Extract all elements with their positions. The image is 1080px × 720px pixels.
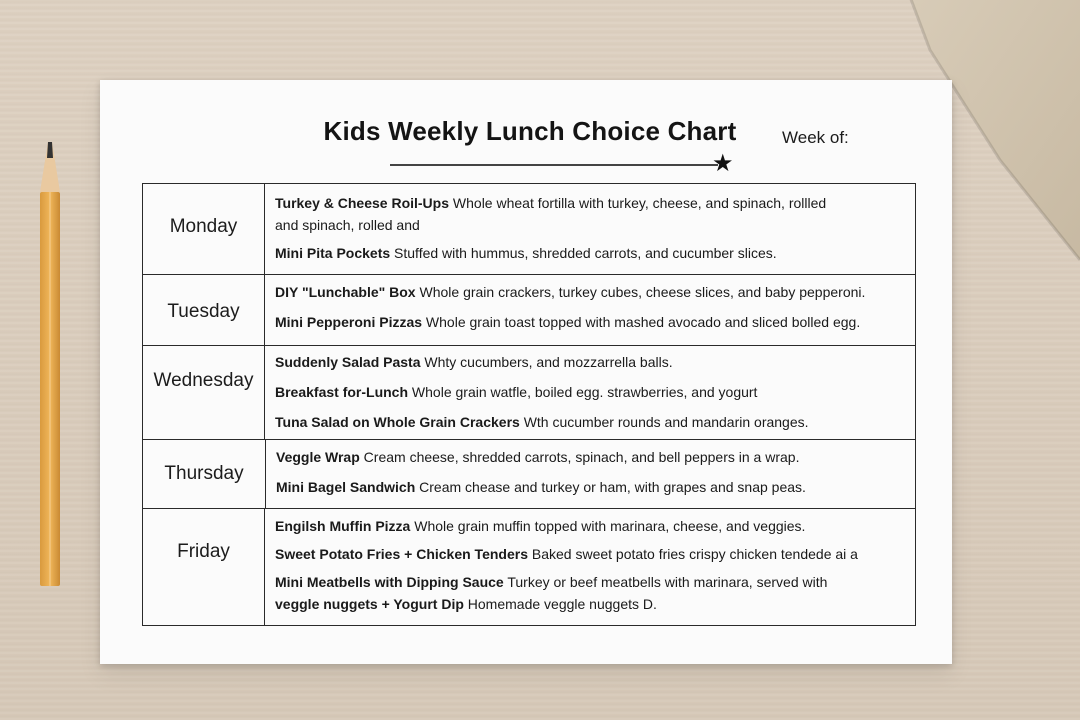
meal-item — [275, 351, 905, 373]
meal-item — [275, 192, 905, 236]
lunch-chart-sheet — [100, 80, 952, 664]
meal-item — [275, 381, 905, 403]
meal-item — [275, 543, 905, 565]
meal-description: Turkey or beef meatbells with marinara, served with — [507, 574, 828, 590]
title-underline — [390, 164, 718, 166]
meal-item — [275, 242, 905, 264]
meal-name: Engilsh Muffin Pizza — [275, 518, 411, 534]
day-label: Wednesday — [143, 346, 265, 439]
meal-name: DIY "Lunchable" Box — [275, 284, 416, 300]
page-title: Kids Weekly Lunch Choice Chart — [323, 116, 737, 146]
meal-name: Turkey & Cheese Roil-Ups — [275, 195, 450, 211]
meal-name: Mini Bagel Sandwich — [276, 479, 416, 495]
meal-description: Cream chease and turkey or ham, with grapes and snap peas. — [419, 479, 806, 495]
meal-item — [275, 281, 905, 303]
day-label: Monday — [143, 184, 265, 274]
pencil — [38, 142, 62, 588]
meal-description: Whole grain crackers, turkey cubes, cheese slices, and baby pepperoni. — [419, 284, 866, 300]
meal-description: Homemade veggle nuggets D. — [467, 596, 657, 612]
meal-item — [276, 476, 905, 498]
meal-name: Veggle Wrap — [276, 449, 360, 465]
table-row-wednesday — [143, 345, 915, 439]
meal-list — [265, 346, 915, 439]
meal-description: Whty cucumbers, and mozzarrella balls. — [424, 354, 673, 370]
meal-description: Whole grain watfle, boiled egg. strawberries, and yogurt — [411, 384, 758, 400]
meal-description: Baked sweet potato fries crispy chicken tendede ai a — [531, 546, 858, 562]
meal-name: Tuna Salad on Whole Grain Crackers — [275, 414, 520, 430]
meal-description: Stuffed with hummus, shredded carrots, and cucumber slices. — [394, 245, 777, 261]
meal-item — [276, 446, 905, 468]
meal-item — [275, 311, 905, 333]
meal-list — [265, 509, 915, 625]
table-row-friday — [143, 508, 915, 625]
meal-list — [266, 440, 915, 508]
meal-name: Mini Meatbells with Dipping Sauce — [275, 574, 504, 590]
meal-item — [275, 593, 905, 615]
meal-description-continued: and spinach, rolled and — [275, 217, 420, 233]
meal-name: Breakfast for-Lunch — [275, 384, 409, 400]
meal-name: veggle nuggets + Yogurt Dip — [275, 596, 464, 612]
meal-item — [275, 515, 905, 537]
meal-list — [265, 184, 915, 274]
table-row-thursday — [143, 439, 915, 508]
meal-item — [275, 411, 905, 433]
meal-description: Wth cucumber rounds and mandarin oranges. — [523, 414, 809, 430]
star-icon: ★ — [712, 150, 734, 177]
meal-description: Whole grain toast topped with mashed avocado and sliced bolled egg. — [425, 314, 861, 330]
meal-list — [265, 275, 915, 345]
day-label: Friday — [143, 509, 265, 625]
meal-description: Whole grain muffin topped with marinara, cheese, and veggies. — [414, 518, 806, 534]
day-label: Tuesday — [143, 275, 265, 345]
meal-name: Mini Pita Pockets — [275, 245, 391, 261]
meal-name: Mini Pepperoni Pizzas — [275, 314, 423, 330]
day-label: Thursday — [143, 440, 266, 508]
table-row-tuesday — [143, 274, 915, 345]
table-row-monday — [143, 184, 915, 274]
week-of-label: Week of: — [782, 128, 849, 147]
meal-description: Whole wheat fortilla with turkey, cheese, and spinach, rollled — [452, 195, 827, 211]
meal-description: Cream cheese, shredded carrots, spinach, and bell peppers in a wrap. — [363, 449, 800, 465]
meal-name: Sweet Potato Fries + Chicken Tenders — [275, 546, 528, 562]
lunch-table — [142, 183, 916, 626]
meal-item — [275, 571, 905, 593]
meal-name: Suddenly Salad Pasta — [275, 354, 421, 370]
